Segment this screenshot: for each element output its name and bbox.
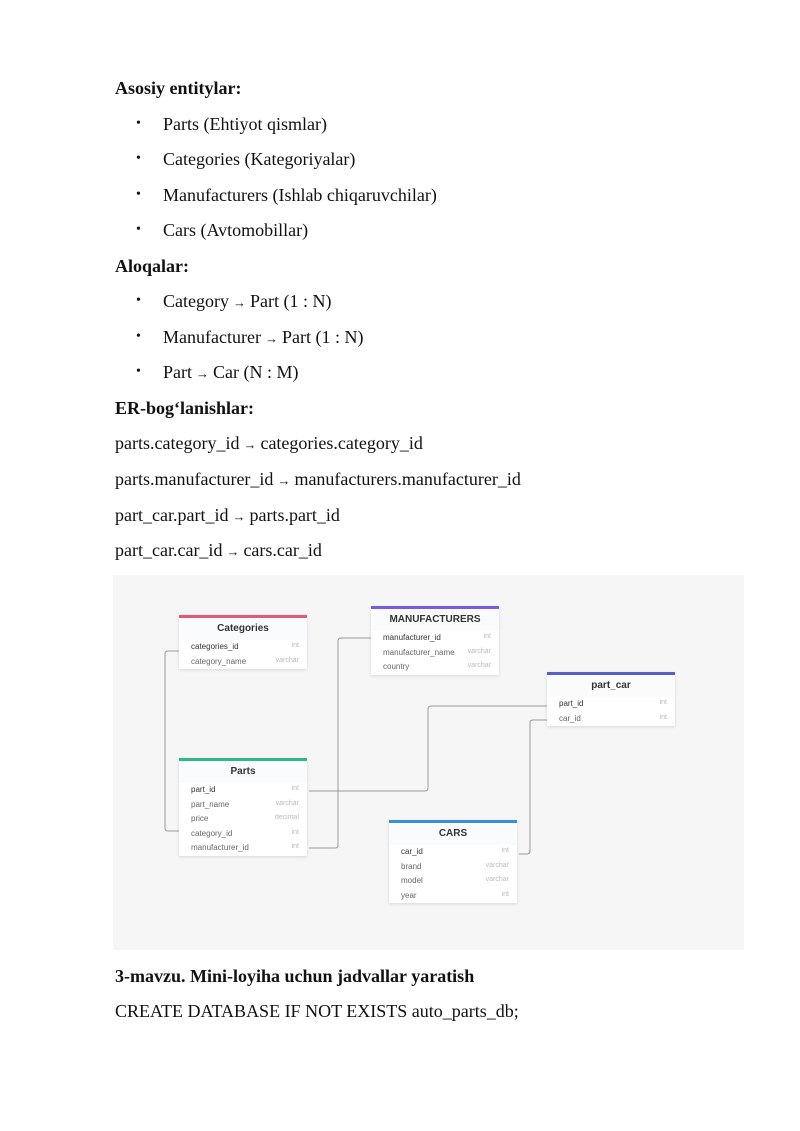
relation-from: Part — [163, 362, 192, 382]
field-name: manufacturer_id — [383, 633, 441, 642]
entity-manufacturers[interactable] — [371, 606, 499, 675]
topic-heading: 3-mavzu. Mini-loyiha uchun jadvallar yaratish — [115, 966, 475, 986]
field-name: category_id — [191, 828, 233, 838]
field-name: part_id — [191, 785, 216, 794]
entity-title: CARS — [389, 823, 517, 845]
bullet-icon: • — [136, 151, 141, 166]
field-name: country — [383, 662, 410, 671]
field-type: int — [291, 843, 299, 850]
field-type: varchar — [275, 799, 299, 807]
entity-title: part_car — [547, 675, 675, 697]
field-type: int — [291, 642, 299, 649]
er-link-from: part_car.part_id — [115, 505, 229, 525]
field-name: year — [401, 890, 417, 900]
er-heading: ER-bog‘lanishlar: — [115, 398, 255, 418]
field-type: decimal — [274, 814, 299, 821]
entity-title: Parts — [179, 761, 307, 783]
field-type: varchar — [485, 861, 509, 869]
field-type: int — [291, 785, 299, 792]
entity-item: Parts (Ehtiyot qismlar) — [163, 114, 327, 134]
field-row — [179, 812, 307, 827]
field-name: categories_id — [191, 642, 239, 651]
field-name: part_name — [191, 799, 230, 809]
field-type: varchar — [467, 647, 491, 655]
field-type: int — [501, 847, 509, 854]
field-row — [179, 798, 307, 813]
relations-heading: Aloqalar: — [115, 256, 189, 276]
field-row — [389, 860, 517, 875]
er-diagram — [113, 575, 744, 950]
relation-from: Manufacturer — [163, 327, 261, 347]
field-name: brand — [401, 861, 422, 871]
field-row — [179, 655, 307, 670]
entity-title: Categories — [179, 618, 307, 640]
field-type: int — [659, 713, 667, 721]
field-row — [371, 646, 499, 661]
er-link-from: parts.category_id — [115, 433, 240, 453]
field-row — [547, 712, 675, 727]
field-type: varchar — [485, 876, 509, 883]
field-type: varchar — [467, 662, 491, 669]
field-type: varchar — [275, 656, 299, 664]
er-link — [115, 468, 521, 492]
entity-categories[interactable] — [179, 615, 307, 669]
bullet-icon: • — [136, 364, 141, 379]
bullet-icon: • — [136, 187, 141, 202]
er-link — [115, 539, 322, 563]
entity-part-car[interactable] — [547, 672, 675, 726]
bullet-icon: • — [136, 293, 141, 308]
field-row — [547, 697, 675, 712]
field-row — [179, 783, 307, 798]
field-name: manufacturer_id — [191, 843, 249, 852]
field-row — [389, 874, 517, 889]
arrow-icon: → — [277, 473, 291, 488]
field-row — [179, 640, 307, 655]
arrow-icon: → — [196, 366, 209, 381]
field-name: category_name — [191, 656, 247, 666]
arrow-icon: → — [264, 331, 278, 346]
bullet-icon: • — [136, 329, 141, 344]
field-name: part_id — [559, 699, 584, 708]
field-type: int — [659, 699, 667, 706]
arrow-icon: → — [232, 295, 246, 310]
field-row — [371, 631, 499, 646]
field-name: manufacturer_name — [383, 647, 455, 657]
field-type: int — [483, 633, 491, 640]
field-row — [179, 841, 307, 856]
field-name: price — [191, 814, 209, 823]
er-link-to: parts.part_id — [249, 505, 340, 525]
entity-parts[interactable] — [179, 758, 307, 856]
arrow-icon: → — [232, 509, 246, 524]
er-link — [115, 504, 340, 528]
field-row — [389, 889, 517, 904]
field-row — [179, 827, 307, 842]
entities-heading: Asosiy entitylar: — [115, 78, 242, 98]
field-name: model — [401, 876, 423, 885]
entity-item: Manufacturers (Ishlab chiqaruvchilar) — [163, 185, 437, 205]
relation-to: Part (1 : N) — [281, 327, 364, 347]
code-line: CREATE DATABASE IF NOT EXISTS auto_parts_db; — [115, 1001, 519, 1021]
field-type: int — [291, 828, 299, 836]
relation-item — [163, 290, 331, 314]
relation-item — [163, 361, 298, 385]
field-row — [389, 845, 517, 860]
relation-to: Part (1 : N) — [249, 291, 332, 311]
arrow-icon: → — [243, 437, 257, 452]
field-row — [371, 660, 499, 675]
entity-item: Cars (Avtomobillar) — [163, 220, 309, 240]
er-link-to: manufacturers.manufacturer_id — [294, 469, 521, 489]
relation-from: Category — [163, 291, 229, 311]
bullet-icon: • — [136, 222, 141, 237]
er-link-from: parts.manufacturer_id — [115, 469, 274, 489]
field-type: int — [501, 890, 509, 898]
er-link — [115, 432, 423, 456]
er-link-from: part_car.car_id — [115, 540, 223, 560]
er-link-to: categories.category_id — [260, 433, 423, 453]
entity-item: Categories (Kategoriyalar) — [163, 149, 356, 169]
bullet-icon: • — [136, 116, 141, 131]
relation-to: Car (N : M) — [213, 362, 299, 382]
arrow-icon: → — [226, 544, 240, 559]
er-link-to: cars.car_id — [243, 540, 322, 560]
entity-title: MANUFACTURERS — [371, 609, 499, 631]
relation-item — [163, 326, 363, 350]
field-name: car_id — [559, 713, 581, 723]
field-name: car_id — [401, 847, 423, 856]
entity-cars[interactable] — [389, 820, 517, 903]
